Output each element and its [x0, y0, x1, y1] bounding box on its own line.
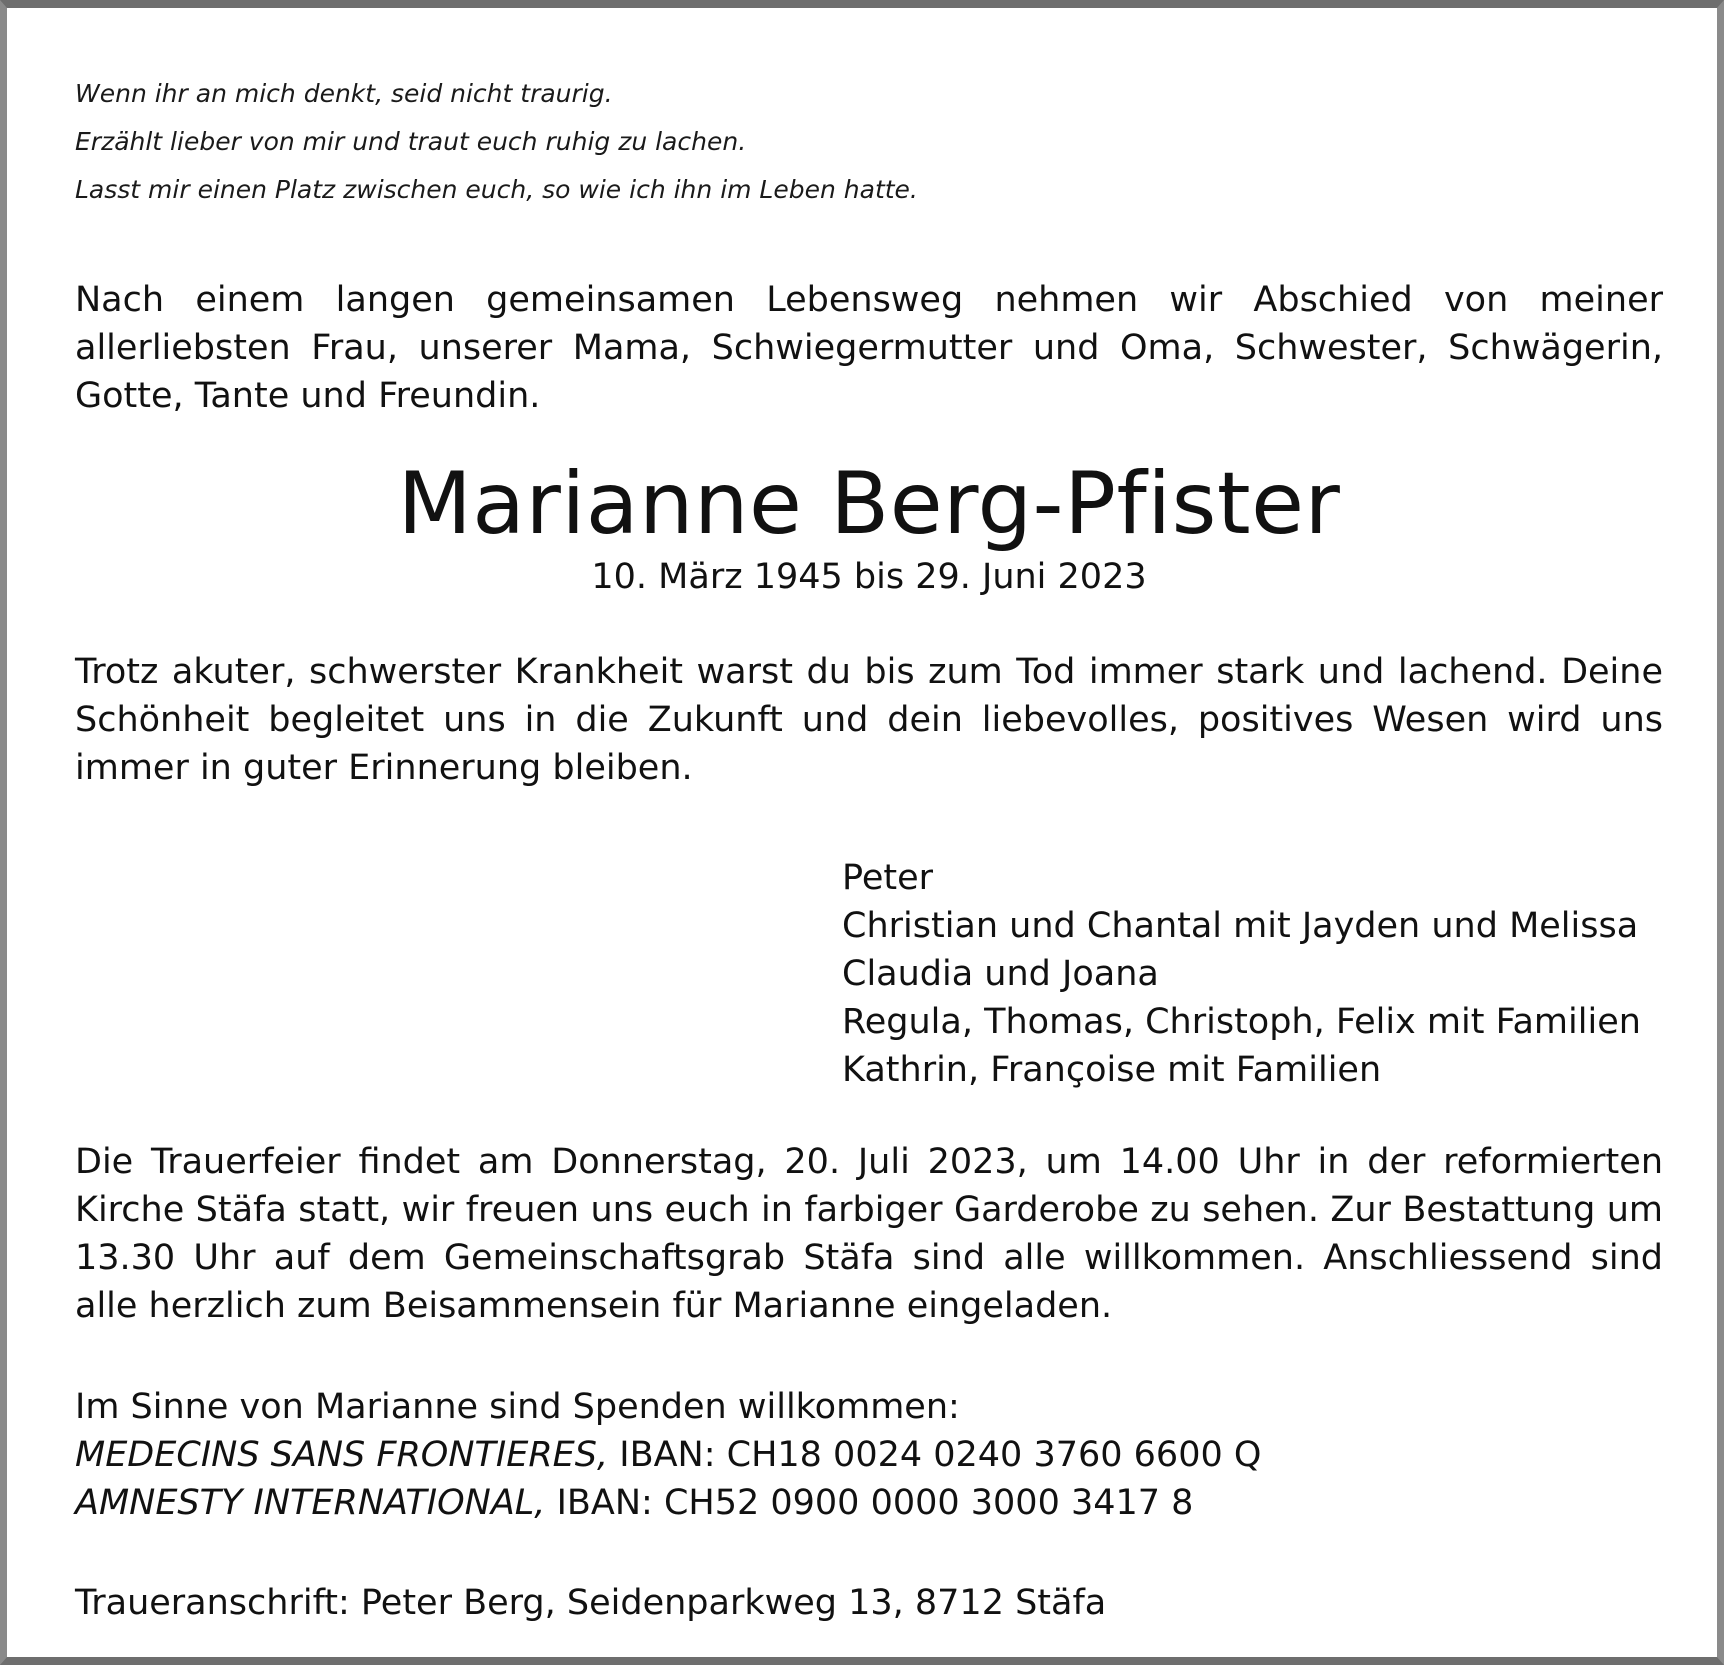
family-member-line: Regula, Thomas, Christoph, Felix mit Familien [842, 1002, 1641, 1042]
intro-paragraph: Nach einem langen gemeinsamen Lebensweg nehmen wir Abschied von meiner allerliebsten Frau, unserer Mama, Schwiegermutter und Oma, Schwester, Schwägerin, Gotte, Tante und Freundin. [75, 280, 1663, 416]
motto-line-3: Lasst mir einen Platz zwischen euch, so wie ich ihn im Leben hatte. [75, 175, 918, 204]
family-member-line: Peter [842, 858, 934, 898]
deceased-name: Marianne Berg-Pfister [397, 454, 1341, 554]
donations-intro: Im Sinne von Marianne sind Spenden willkommen: [75, 1387, 960, 1427]
life-dates: 10. März 1945 bis 29. Juni 2023 [591, 557, 1147, 597]
donation-item [75, 1479, 1663, 1527]
motto-line-1: Wenn ihr an mich denkt, seid nicht traurig. [75, 79, 613, 108]
family-member-line: Kathrin, Françoise mit Familien [842, 1050, 1382, 1090]
family-member-line: Christian und Chantal mit Jayden und Melissa [842, 906, 1639, 946]
service-paragraph: Die Trauerfeier findet am Donnerstag, 20. Juli 2023, um 14.00 Uhr in der reformierten Kirche Stäfa statt, wir freuen uns euch in farbiger Garderobe zu sehen. Zur Bestattung um 13.30 Uhr auf dem Gemeinschaftsgrab Stäfa sind alle willkommen. Anschliessend sind alle herzlich zum Beisammensein für Marianne eingeladen. [75, 1142, 1663, 1326]
family-signatures [842, 854, 1663, 1094]
mourning-address: Traueranschrift: Peter Berg, Seidenparkweg 13, 8712 Stäfa [75, 1583, 1107, 1623]
donation-org-name: MEDECINS SANS FRONTIERES, [75, 1435, 609, 1475]
tribute-paragraph: Trotz akuter, schwerster Krankheit warst du bis zum Tod immer stark und lachend. Deine Schönheit begleitet uns in die Zukunft und dein liebevolles, positives Wesen wird uns immer in guter Erinnerung bleiben. [75, 652, 1663, 788]
motto-line-2: Erzählt lieber von mir und traut euch ruhig zu lachen. [75, 127, 747, 156]
obituary-content [75, 70, 1663, 1627]
donation-org-name: AMNESTY INTERNATIONAL, [75, 1483, 546, 1523]
donation-iban: IBAN: CH18 0024 0240 3760 6600 Q [619, 1435, 1262, 1475]
donations-section [75, 1383, 1663, 1527]
motto-verse [75, 70, 1663, 214]
family-member-line: Claudia und Joana [842, 954, 1159, 994]
donation-item [75, 1431, 1663, 1479]
donation-iban: IBAN: CH52 0900 0000 3000 3417 8 [556, 1483, 1194, 1523]
